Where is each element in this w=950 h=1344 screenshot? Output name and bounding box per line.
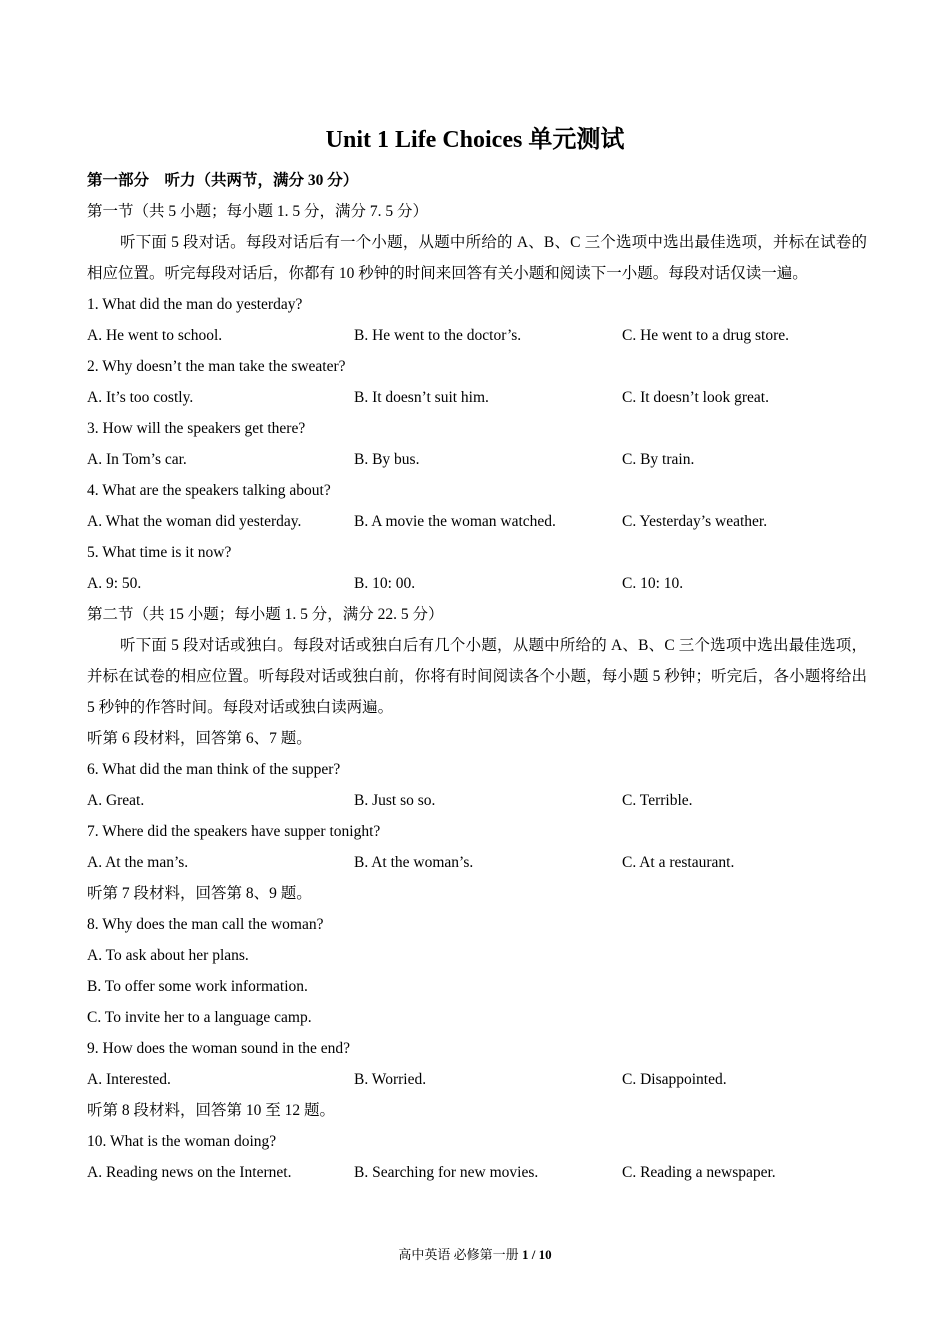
question-2: 2. Why doesn’t the man take the sweater? (87, 358, 346, 375)
part1-heading: 第一部分 听力（共两节，满分 30 分） (87, 172, 359, 189)
option-a: A. Interested. (87, 1071, 171, 1088)
question-6-options (87, 785, 867, 816)
document-body (87, 165, 867, 1188)
option-c: C. He went to a drug store. (622, 327, 790, 344)
question-8: 8. Why does the man call the woman? (87, 916, 324, 933)
option-c: C. 10: 10. (622, 575, 684, 592)
option-a: A. At the man’s. (87, 854, 189, 871)
question-1: 1. What did the man do yesterday? (87, 296, 303, 313)
option-b: B. Just so so. (354, 792, 436, 809)
question-10-options (87, 1157, 867, 1188)
question-5-options (87, 568, 867, 599)
material-6-note: 听第 6 段材料，回答第 6、7 题。 (87, 730, 312, 747)
option-b: B. Searching for new movies. (354, 1164, 539, 1181)
question-7-options (87, 847, 867, 878)
question-7: 7. Where did the speakers have supper tonight? (87, 823, 381, 840)
section1-instructions: 听下面 5 段对话。每段对话后有一个小题，从题中所给的 A、B、C 三个选项中选出最佳选项，并标在试卷的相应位置。听完每段对话后，你都有 10 秒钟的时间来回答有关小题和阅读下一小题。每段对话仅读一遍。 (87, 234, 867, 282)
option-c: C. Disappointed. (622, 1071, 727, 1088)
option-c: C. At a restaurant. (622, 854, 735, 871)
option-c: C. Reading a newspaper. (622, 1164, 776, 1181)
question-2-options (87, 382, 867, 413)
question-5: 5. What time is it now? (87, 544, 232, 561)
footer-separator: / (528, 1247, 539, 1262)
option-a: A. He went to school. (87, 327, 223, 344)
option-a: A. Reading news on the Internet. (87, 1164, 292, 1181)
option-a: A. 9: 50. (87, 575, 142, 592)
option-c: C. Yesterday’s weather. (622, 513, 768, 530)
question-4-options (87, 506, 867, 537)
option-b: B. By bus. (354, 451, 420, 468)
option-b: B. At the woman’s. (354, 854, 474, 871)
option-a: A. What the woman did yesterday. (87, 513, 302, 530)
option-b: B. 10: 00. (354, 575, 416, 592)
option-c: C. To invite her to a language camp. (87, 1009, 312, 1026)
question-6: 6. What did the man think of the supper? (87, 761, 341, 778)
option-c: C. By train. (622, 451, 695, 468)
question-1-options (87, 320, 867, 351)
question-3: 3. How will the speakers get there? (87, 420, 306, 437)
footer-page-number: 1 (521, 1247, 529, 1262)
section2-instructions: 听下面 5 段对话或独白。每段对话或独白后有几个小题，从题中所给的 A、B、C 三个选项中选出最佳选项，并标在试卷的相应位置。听每段对话或独白前，你将有时间阅读各个小题，每小题 5 秒钟；听完后，各小题将给出 5 秒钟的作答时间。每段对话或独白读两遍。 (87, 637, 867, 716)
footer-total-pages: 10 (538, 1247, 552, 1262)
question-9-options (87, 1064, 867, 1095)
option-b: B. To offer some work information. (87, 978, 308, 995)
option-b: B. He went to the doctor’s. (354, 327, 522, 344)
option-b: B. Worried. (354, 1071, 427, 1088)
option-a: A. To ask about her plans. (87, 947, 249, 964)
option-a: A. Great. (87, 792, 145, 809)
document-title: Unit 1 Life Choices 单元测试 (325, 127, 625, 153)
section2-heading: 第二节（共 15 小题；每小题 1. 5 分，满分 22. 5 分） (87, 606, 444, 623)
material-8-note: 听第 8 段材料，回答第 10 至 12 题。 (87, 1102, 336, 1119)
page-footer (0, 1244, 950, 1266)
question-3-options (87, 444, 867, 475)
option-b: B. It doesn’t suit him. (354, 389, 489, 406)
footer-subject: 高中英语 必修第一册 (398, 1247, 522, 1262)
option-a: A. In Tom’s car. (87, 451, 187, 468)
option-a: A. It’s too costly. (87, 389, 194, 406)
question-4: 4. What are the speakers talking about? (87, 482, 331, 499)
option-c: C. Terrible. (622, 792, 693, 809)
question-9: 9. How does the woman sound in the end? (87, 1040, 351, 1057)
option-b: B. A movie the woman watched. (354, 513, 556, 530)
material-7-note: 听第 7 段材料，回答第 8、9 题。 (87, 885, 312, 902)
option-c: C. It doesn’t look great. (622, 389, 769, 406)
question-10: 10. What is the woman doing? (87, 1133, 277, 1150)
section1-heading: 第一节（共 5 小题；每小题 1. 5 分，满分 7. 5 分） (87, 203, 429, 220)
